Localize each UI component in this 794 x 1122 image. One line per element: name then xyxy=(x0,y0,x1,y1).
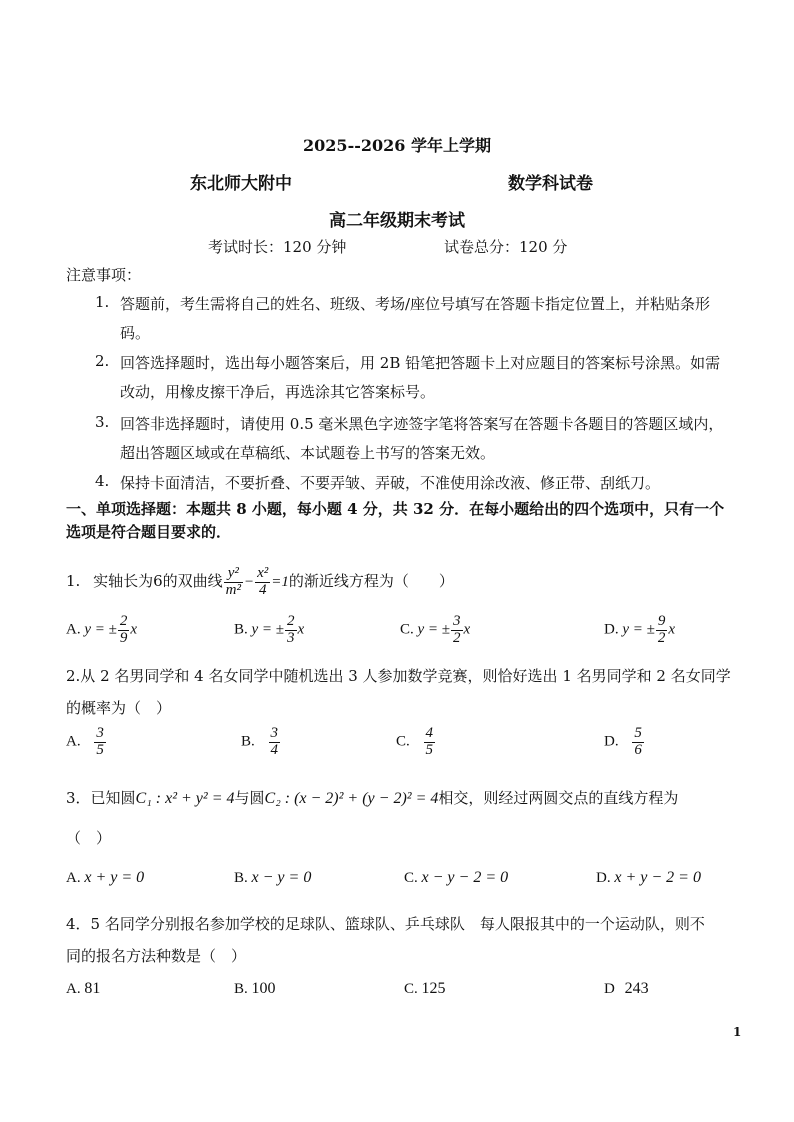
subject-title: 数学科试卷 xyxy=(508,174,593,194)
q1-text-pre: 实轴长为6的双曲线 xyxy=(93,572,223,590)
q3-circle-c2: C₂ : (x − 2)² + (y − 2)² = 4 xyxy=(264,790,439,807)
option-label: C. xyxy=(404,870,418,886)
option-label: A. xyxy=(66,733,81,750)
q3-options xyxy=(66,869,756,893)
option-label: B. xyxy=(234,621,248,638)
q4-options xyxy=(66,980,756,1004)
option-value: 125 xyxy=(421,980,446,997)
option-label: A. xyxy=(66,621,81,638)
exam-total-score: 试卷总分：120 分 xyxy=(444,238,568,256)
q1-frac1-den: m² xyxy=(225,581,241,598)
exam-duration: 考试时长：120 分钟 xyxy=(208,238,347,256)
notes-title: 注意事项： xyxy=(66,266,142,284)
option-label: B. xyxy=(241,733,255,750)
school-name: 东北师大附中 xyxy=(190,174,292,194)
option-den: 2 xyxy=(657,629,666,646)
q4-line1: 4．5 名同学分别报名参加学校的足球队、篮球队、乒乓球队 每人限报其中的一个运动队，则不 xyxy=(66,915,705,933)
q1-number: 1. xyxy=(66,572,81,590)
q1-fraction-x xyxy=(255,566,270,599)
q3-option-b[interactable] xyxy=(234,869,311,887)
q3-circle-c1: C₁ : x² + y² = 4 xyxy=(135,790,235,807)
option-math: x + y = 0 xyxy=(84,869,145,886)
q4-option-b[interactable] xyxy=(234,980,276,998)
note-4-number: 4. xyxy=(95,472,110,490)
option-label: C. xyxy=(404,981,418,997)
option-value: 100 xyxy=(251,980,276,997)
option-den: 5 xyxy=(425,741,434,758)
note-4-line1: 保持卡面清洁，不要折叠、不要弄皱、弄破，不准使用涂改液、修正带、刮纸刀。 xyxy=(120,474,661,492)
q4-option-a[interactable] xyxy=(66,980,100,998)
option-math: x − y = 0 xyxy=(251,869,312,886)
exam-title: 高二年级期末考试 xyxy=(329,211,465,231)
year-term: 2025--2026 学年上学期 xyxy=(303,136,491,155)
option-var: x xyxy=(668,621,676,638)
option-den: 9 xyxy=(119,629,128,646)
option-num: 3 xyxy=(96,725,104,741)
option-label: D. xyxy=(604,621,619,638)
option-label: C. xyxy=(396,733,410,750)
q4-option-c[interactable] xyxy=(404,980,446,998)
option-den: 3 xyxy=(287,629,295,646)
option-math: x − y − 2 = 0 xyxy=(421,869,509,886)
note-1-line1: 答题前，考生需将自己的姓名、班级、考场/座位号填写在答题卡指定位置上，并粘贴条形 xyxy=(120,295,711,313)
option-label: D xyxy=(604,981,615,997)
q1-equals: =1 xyxy=(271,574,289,590)
option-label: D. xyxy=(596,870,611,886)
q1-options xyxy=(66,614,756,654)
q3-option-d[interactable] xyxy=(596,869,701,887)
q2-options xyxy=(66,726,756,774)
q3-text-mid: 与圆 xyxy=(234,789,265,807)
q4-line2: 同的报名方法种数是（ ） xyxy=(66,947,247,965)
option-num: 2 xyxy=(287,613,295,629)
q3-text-a: 3．已知圆 xyxy=(66,789,136,807)
option-var: x xyxy=(130,621,138,638)
option-num: 5 xyxy=(634,725,642,741)
option-label: B. xyxy=(234,981,248,997)
q1-text-post: 的渐近线方程为（ ） xyxy=(288,572,454,590)
q2-option-a[interactable] xyxy=(66,726,107,759)
q1-fraction-y xyxy=(224,566,243,599)
note-1-number: 1. xyxy=(95,293,110,311)
question-3-line1 xyxy=(66,787,678,808)
q1-frac1-num: y² xyxy=(227,564,239,581)
option-den: 6 xyxy=(634,741,642,758)
note-3-number: 3. xyxy=(95,413,110,431)
q3-line2: （ ） xyxy=(66,829,112,847)
q2-option-d[interactable] xyxy=(604,726,645,759)
q1-minus: − xyxy=(243,574,255,590)
option-math: y = ± xyxy=(84,621,117,638)
q2-line1: 2.从 2 名男同学和 4 名女同学中随机选出 3 人参加数学竞赛，则恰好选出 1 名男同学和 2 名女同学 xyxy=(66,667,731,685)
option-math: y = ± xyxy=(622,621,655,638)
q1-option-a[interactable] xyxy=(66,614,137,647)
option-num: 2 xyxy=(119,613,128,629)
option-label: C. xyxy=(400,621,414,638)
q3-option-a[interactable] xyxy=(66,869,144,887)
option-label: A. xyxy=(66,870,81,886)
q3-text-b: 相交，则经过两圆交点的直线方程为 xyxy=(438,789,679,807)
q2-option-b[interactable] xyxy=(241,726,281,759)
option-num: 4 xyxy=(425,725,434,741)
option-num: 3 xyxy=(270,725,279,741)
note-3-line1: 回答非选择题时，请使用 0.5 毫米黑色字迹签字笔将答案写在答题卡各题目的答题区域内， xyxy=(120,415,724,433)
section1-heading-line2: 选项是符合题目要求的． xyxy=(66,523,232,541)
option-label: A. xyxy=(66,981,81,997)
q2-line2: 的概率为（ ） xyxy=(66,699,172,717)
note-2-number: 2. xyxy=(95,352,110,370)
q1-option-b[interactable] xyxy=(234,614,304,647)
option-label: D. xyxy=(604,733,619,750)
note-2-line2: 改动，用橡皮擦干净后，再选涂其它答案标号。 xyxy=(120,383,436,401)
q1-option-d[interactable] xyxy=(604,614,675,647)
option-var: x xyxy=(297,621,305,638)
note-3-line2: 超出答题区域或在草稿纸、本试题卷上书写的答案无效。 xyxy=(120,444,496,462)
page-number: 1 xyxy=(733,1025,742,1039)
section1-heading-line1: 一、单项选择题：本题共 8 小题，每小题 4 分，共 32 分．在每小题给出的四个选项中，只有一个 xyxy=(66,500,725,518)
note-1-line2: 码。 xyxy=(120,324,151,342)
option-var: x xyxy=(463,621,471,638)
q3-option-c[interactable] xyxy=(404,869,508,887)
note-2-line1: 回答选择题时，选出每小题答案后，用 2B 铅笔把答题卡上对应题目的答案标号涂黑。如需 xyxy=(120,354,721,372)
option-num: 3 xyxy=(453,613,461,629)
option-den: 4 xyxy=(270,741,279,758)
q1-option-c[interactable] xyxy=(400,614,470,647)
option-value: 81 xyxy=(84,980,101,997)
q2-option-c[interactable] xyxy=(396,726,436,759)
option-den: 5 xyxy=(96,741,104,758)
option-num: 9 xyxy=(657,613,666,629)
q1-frac2-num: x² xyxy=(257,564,269,581)
option-math: y = ± xyxy=(251,621,285,638)
option-label: B. xyxy=(234,870,248,886)
option-math: x + y − 2 = 0 xyxy=(614,869,701,886)
q4-option-d[interactable] xyxy=(604,980,649,998)
option-math: y = ± xyxy=(417,621,451,638)
q1-frac2-den: 4 xyxy=(255,582,270,599)
option-value: 243 xyxy=(624,980,649,997)
option-den: 2 xyxy=(453,629,461,646)
question-1 xyxy=(66,556,454,607)
